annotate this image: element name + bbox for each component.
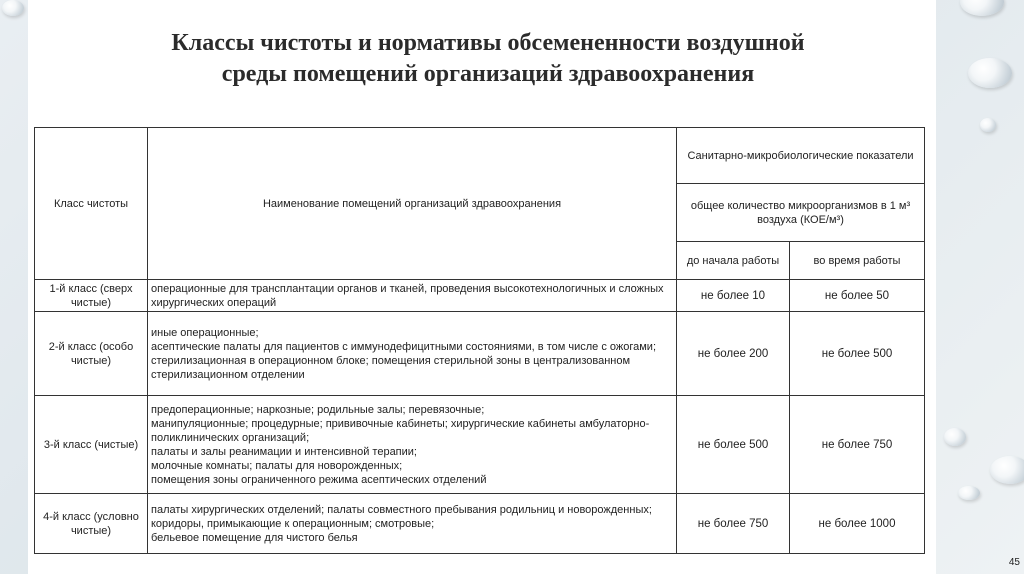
header-during-work: во время работы — [790, 242, 925, 280]
before-work-value: не более 500 — [677, 396, 790, 494]
rooms-cell — [148, 396, 677, 494]
background-drop — [958, 486, 980, 500]
background-drop — [980, 118, 996, 132]
header-total-count: общее количество микроорганизмов в 1 м³ воздуха (КОЕ/м³) — [677, 184, 925, 242]
slide-title — [68, 28, 908, 90]
rooms-cell — [148, 312, 677, 396]
rooms-line: манипуляционные; процедурные; прививочные кабинеты; хирургические кабинеты амбулаторно-поликлинических организаций; — [151, 417, 650, 444]
during-work-value: не более 750 — [790, 396, 925, 494]
cleanliness-table — [34, 127, 925, 554]
during-work-value: не более 1000 — [790, 494, 925, 554]
header-before-work: до начала работы — [677, 242, 790, 280]
background-drop — [2, 0, 24, 16]
title-line-2: среды помещений организаций здравоохранения — [221, 61, 755, 87]
rooms-line: иные операционные; — [151, 326, 259, 339]
rooms-line: молочные комнаты; палаты для новорожденных; — [151, 459, 403, 472]
before-work-value: не более 750 — [677, 494, 790, 554]
class-cell: 1-й класс (сверх чистые) — [35, 280, 148, 312]
header-indicators: Санитарно-микробиологические показатели — [677, 128, 925, 184]
table-row — [35, 312, 925, 396]
rooms-line: операционные для трансплантации органов и тканей, проведения высокотехнологичных и сложных хирургических операций — [151, 282, 664, 309]
background-drop — [968, 58, 1012, 88]
before-work-value: не более 200 — [677, 312, 790, 396]
table-row — [35, 280, 925, 312]
rooms-line: палаты хирургических отделений; палаты совместного пребывания родильниц и новорожденных; коридоры, примыкающие к операционным; смотровые; — [151, 503, 652, 530]
table-header-row — [35, 128, 925, 184]
background-drop — [960, 0, 1004, 16]
rooms-line: асептические палаты для пациентов с иммунодефицитными состояниями, в том числе с ожогами; — [151, 340, 656, 353]
slide — [28, 0, 936, 574]
during-work-value: не более 50 — [790, 280, 925, 312]
title-line-1: Классы чистоты и нормативы обсемененности воздушной — [171, 30, 805, 56]
rooms-cell — [148, 280, 677, 312]
table-row — [35, 396, 925, 494]
class-cell: 2-й класс (особо чистые) — [35, 312, 148, 396]
rooms-line: помещения зоны ограниченного режима асептических отделений — [151, 473, 487, 486]
rooms-cell — [148, 494, 677, 554]
table-row — [35, 494, 925, 554]
class-cell: 3-й класс (чистые) — [35, 396, 148, 494]
header-rooms: Наименование помещений организаций здравоохранения — [148, 128, 677, 280]
page-number: 45 — [1008, 557, 1020, 568]
rooms-line: стерилизационная в операционном блоке; помещения стерильной зоны в централизованном стерилизационном отделении — [151, 354, 631, 381]
before-work-value: не более 10 — [677, 280, 790, 312]
rooms-line: предоперационные; наркозные; родильные залы; перевязочные; — [151, 403, 485, 416]
during-work-value: не более 500 — [790, 312, 925, 396]
rooms-line: палаты и залы реанимации и интенсивной терапии; — [151, 445, 417, 458]
header-class: Класс чистоты — [35, 128, 148, 280]
background-drop — [944, 428, 966, 446]
background-drop — [990, 456, 1024, 484]
class-cell: 4-й класс (условно чистые) — [35, 494, 148, 554]
rooms-line: бельевое помещение для чистого белья — [151, 531, 358, 544]
